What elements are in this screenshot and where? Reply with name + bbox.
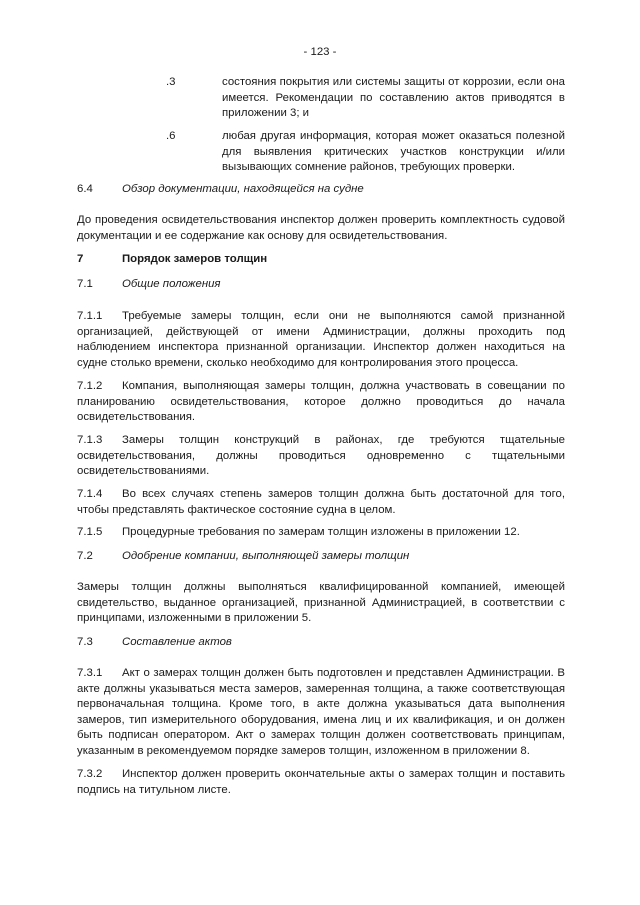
section-number: 7.3 [77,636,93,648]
paragraph-7-3-1 [77,666,565,760]
page-number: - 123 - [303,46,337,58]
paragraph-7-3-2 [77,767,565,798]
section-number: 7.2 [77,550,93,562]
paragraph-text: Процедурные требования по замерам толщин изложены в приложении 12. [122,526,520,538]
paragraph-text: Акт о замерах толщин должен быть подготовлен и представлен Администрации. В акте должны указываться места замеров, замеренная толщина, а также соответствующая первоначальная толщина. Кроме того, в акте должна указываться дата выполнения замеров, тип измерительного оборудования, имена лиц и их квалификация, и он должен быть подписан оператором. Акт о замерах толщин должен соответствовать принципам, указанным в рекомендуемом порядке замеров толщин, изложенном в приложении 8. [77,667,565,757]
section-title: Порядок замеров толщин [122,253,268,265]
paragraph-number: 7.3.1 [77,667,103,679]
section-title: Составление актов [122,636,232,648]
paragraph-7-1-3 [77,433,565,480]
section-title: Обзор документации, находящейся на судне [122,183,364,195]
paragraph-number: 7.1.4 [77,488,103,500]
list-item-number: .3 [166,76,176,88]
paragraph-number: 7.1.5 [77,526,103,538]
paragraph-6-4: До проведения освидетельствования инспектор должен проверить комплектность судовой документации и ее содержание как основу для освидетельствования. [77,214,565,242]
paragraph-text: Требуемые замеры толщин, если они не выполняются самой признанной организацией, действующей от имени Администрации, должны проходить под наблюдением инспектора признанной организации. Инспектор должен находиться на судне столько времени, сколько необходимо для контролирования этого процесса. [77,310,565,369]
section-title: Общие положения [122,278,221,290]
section-number: 6.4 [77,183,93,195]
paragraph-text: Инспектор должен проверить окончательные акты о замерах толщин и поставить подпись на титульном листе. [77,768,565,796]
paragraph-7-1-2 [77,379,565,426]
section-number: 7 [77,253,84,265]
paragraph-7-1-5 [77,525,565,541]
section-number: 7.1 [77,278,93,290]
paragraph-text: Замеры толщин конструкций в районах, где требуются тщательные освидетельствования, должны проводиться одновременно с тщательными освидетельствованиями. [77,434,565,478]
paragraph-7-1-1 [77,309,565,371]
list-item-number: .6 [166,130,176,142]
list-item-text: состояния покрытия или системы защиты от коррозии, если она имеется. Рекомендации по составлению актов приводятся в приложении 3; и [222,76,565,120]
paragraph-text: Компания, выполняющая замеры толщин, должна участвовать в совещании по планированию освидетельствования, которое должно проводиться до начала освидетельствования. [77,380,565,424]
section-title: Одобрение компании, выполняющей замеры толщин [122,550,410,562]
list-item-text: любая другая информация, которая может оказаться полезной для выявления критических участков конструкции и/или вызывающих сомнение районов, требующих проверки. [222,130,565,174]
paragraph-number: 7.1.2 [77,380,103,392]
paragraph-text: Во всех случаях степень замеров толщин должна быть достаточной для того, чтобы представлять фактическое состояние судна в целом. [77,488,565,516]
paragraph-number: 7.3.2 [77,768,103,780]
paragraph-7-1-4 [77,487,565,518]
paragraph-number: 7.1.1 [77,310,103,322]
paragraph-number: 7.1.3 [77,434,103,446]
paragraph-7-2: Замеры толщин должны выполняться квалифицированной компанией, имеющей свидетельство, выданное организацией, признанной Администрацией, в соответствии с принципами, изложенными в приложении 5. [77,581,565,625]
